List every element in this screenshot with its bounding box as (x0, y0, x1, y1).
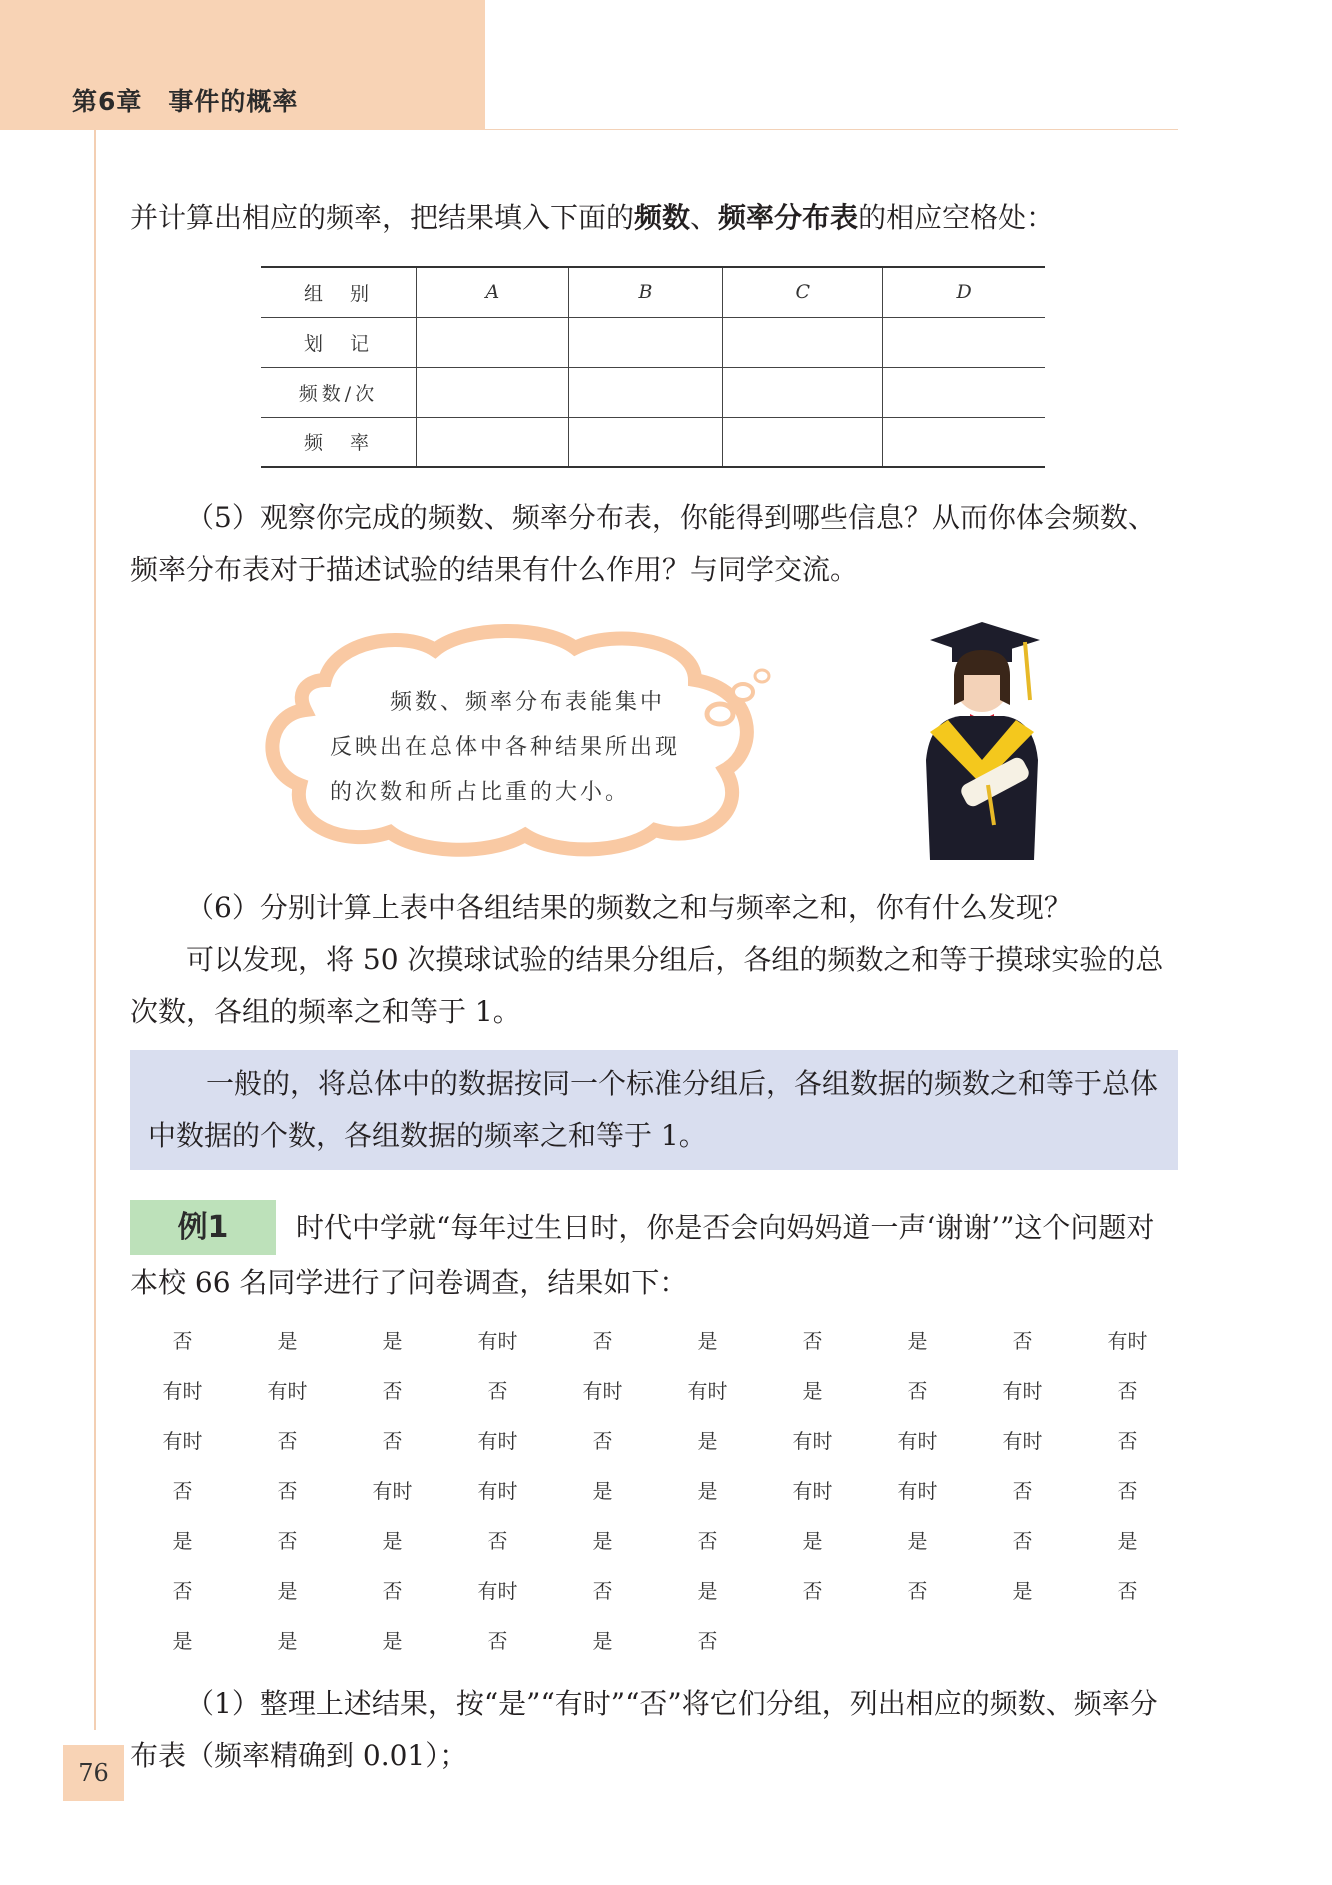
empty-cell (883, 317, 1045, 367)
column-header-a: A (417, 267, 569, 317)
survey-response: 是 (802, 1529, 823, 1553)
intro-term-frequency-count: 频数 (634, 201, 691, 234)
survey-response: 有时 (477, 1579, 518, 1603)
intro-separator: 、 (690, 201, 719, 234)
header-divider (485, 129, 1178, 130)
survey-response: 有时 (162, 1429, 203, 1453)
column-header-c: C (723, 267, 883, 317)
survey-response: 否 (382, 1429, 403, 1453)
survey-response: 是 (802, 1379, 823, 1403)
survey-response: 否 (592, 1429, 613, 1453)
survey-response: 是 (592, 1479, 613, 1503)
empty-cell (723, 367, 883, 417)
table-row (261, 417, 1045, 467)
survey-response: 有时 (477, 1329, 518, 1353)
survey-response: 否 (1117, 1579, 1138, 1603)
survey-response: 否 (487, 1629, 508, 1653)
empty-cell (568, 417, 722, 467)
survey-response: 有时 (477, 1429, 518, 1453)
survey-response: 有时 (1107, 1329, 1148, 1353)
survey-response: 是 (592, 1629, 613, 1653)
survey-response: 是 (172, 1629, 193, 1653)
survey-response: 否 (172, 1579, 193, 1603)
empty-cell (568, 317, 722, 367)
frequency-distribution-table (261, 266, 1045, 468)
survey-response: 有时 (477, 1479, 518, 1503)
intro-paragraph (130, 192, 1178, 244)
survey-response: 否 (1117, 1429, 1138, 1453)
survey-response: 是 (1117, 1529, 1138, 1553)
cloud-line: 的次数和所占比重的大小。 (330, 780, 631, 805)
cloud-line: 频数、频率分布表能集中 (390, 690, 666, 715)
step-5-paragraph: （5）观察你完成的频数、频率分布表，你能得到哪些信息？从而你体会频数、频率分布表对于描述试验的结果有什么作用？与同学交流。 (130, 501, 1156, 586)
survey-results-grid (130, 1316, 1180, 1666)
empty-cell (417, 317, 569, 367)
survey-response: 是 (277, 1579, 298, 1603)
survey-response: 有时 (897, 1479, 938, 1503)
survey-response: 是 (697, 1329, 718, 1353)
survey-response: 是 (907, 1329, 928, 1353)
empty-cell (417, 367, 569, 417)
survey-response: 有时 (372, 1479, 413, 1503)
survey-response: 是 (172, 1529, 193, 1553)
intro-term-distribution-table: 频率分布表 (718, 201, 859, 234)
example-label: 例1 (130, 1200, 276, 1255)
survey-response: 否 (592, 1579, 613, 1603)
intro-text-after: 的相应空格处： (858, 201, 1055, 234)
survey-response: 否 (487, 1379, 508, 1403)
page-number: 76 (78, 1759, 109, 1787)
survey-response: 否 (1012, 1479, 1033, 1503)
chapter-title: 第6章 事件的概率 (72, 87, 299, 116)
empty-cell (417, 417, 569, 467)
survey-response: 有时 (1002, 1429, 1043, 1453)
survey-response: 否 (277, 1529, 298, 1553)
survey-response: 是 (382, 1629, 403, 1653)
survey-response: 是 (277, 1329, 298, 1353)
survey-response: 否 (382, 1379, 403, 1403)
survey-response: 否 (907, 1379, 928, 1403)
survey-response: 有时 (582, 1379, 623, 1403)
empty-cell (568, 367, 722, 417)
thought-cloud-text (330, 680, 730, 815)
survey-response: 否 (697, 1629, 718, 1653)
empty-cell (723, 417, 883, 467)
survey-response: 有时 (897, 1429, 938, 1453)
table-row (261, 367, 1045, 417)
survey-response: 是 (907, 1529, 928, 1553)
survey-response: 否 (382, 1579, 403, 1603)
example-text: 时代中学就“每年过生日时，你是否会向妈妈道一声‘谢谢’”这个问题对本校 66 名同学进行了问卷调查，结果如下： (130, 1211, 1155, 1299)
row-label-tally: 划 记 (261, 317, 417, 367)
cloud-line: 反映出在总体中各种结果所出现 (330, 735, 681, 760)
survey-response: 否 (1117, 1379, 1138, 1403)
finding-paragraph: 可以发现，将 50 次摸球试验的结果分组后，各组的频数之和等于摸球实验的总次数，各组的频率之和等于 1。 (130, 943, 1164, 1028)
survey-response: 否 (802, 1579, 823, 1603)
summary-statement: 一般的，将总体中的数据按同一个标准分组后，各组数据的频数之和等于总体中数据的个数，各组数据的频率之和等于 1。 (148, 1067, 1159, 1152)
survey-response: 是 (697, 1429, 718, 1453)
survey-response: 是 (1012, 1579, 1033, 1603)
survey-response: 否 (802, 1329, 823, 1353)
example-paragraph (130, 1200, 1178, 1310)
survey-response: 否 (172, 1479, 193, 1503)
row-label-group: 组 别 (261, 267, 417, 317)
table-row (261, 317, 1045, 367)
column-header-b: B (568, 267, 722, 317)
row-label-frequency: 频 率 (261, 417, 417, 467)
survey-response: 是 (592, 1529, 613, 1553)
column-header-d: D (883, 267, 1045, 317)
survey-response: 否 (277, 1429, 298, 1453)
row-label-count: 频数/次 (261, 367, 417, 417)
survey-response: 是 (697, 1579, 718, 1603)
survey-response: 是 (382, 1529, 403, 1553)
survey-response: 有时 (267, 1379, 308, 1403)
survey-response: 否 (697, 1529, 718, 1553)
survey-response: 是 (382, 1329, 403, 1353)
empty-cell (883, 367, 1045, 417)
question-1-paragraph: （1）整理上述结果，按“是”“有时”“否”将它们分组，列出相应的频数、频率分布表（频率精确到 0.01）； (130, 1687, 1158, 1772)
survey-response: 否 (487, 1529, 508, 1553)
empty-cell (883, 417, 1045, 467)
survey-response: 是 (277, 1629, 298, 1653)
intro-text-before: 并计算出相应的频率，把结果填入下面的 (130, 201, 635, 234)
margin-rule (94, 130, 96, 1730)
graduate-girl-illustration (900, 620, 1065, 860)
table-row (261, 267, 1045, 317)
empty-cell (723, 317, 883, 367)
survey-response: 否 (172, 1329, 193, 1353)
survey-response: 有时 (1002, 1379, 1043, 1403)
survey-response: 否 (1012, 1329, 1033, 1353)
survey-response: 否 (907, 1579, 928, 1603)
survey-response: 有时 (162, 1379, 203, 1403)
survey-response: 是 (697, 1479, 718, 1503)
survey-response: 否 (1012, 1529, 1033, 1553)
survey-response: 有时 (687, 1379, 728, 1403)
survey-response: 否 (1117, 1479, 1138, 1503)
survey-response: 否 (592, 1329, 613, 1353)
step-6-paragraph: （6）分别计算上表中各组结果的频数之和与频率之和，你有什么发现？ (186, 891, 1072, 924)
survey-response: 有时 (792, 1429, 833, 1453)
survey-response: 有时 (792, 1479, 833, 1503)
survey-response: 否 (277, 1479, 298, 1503)
